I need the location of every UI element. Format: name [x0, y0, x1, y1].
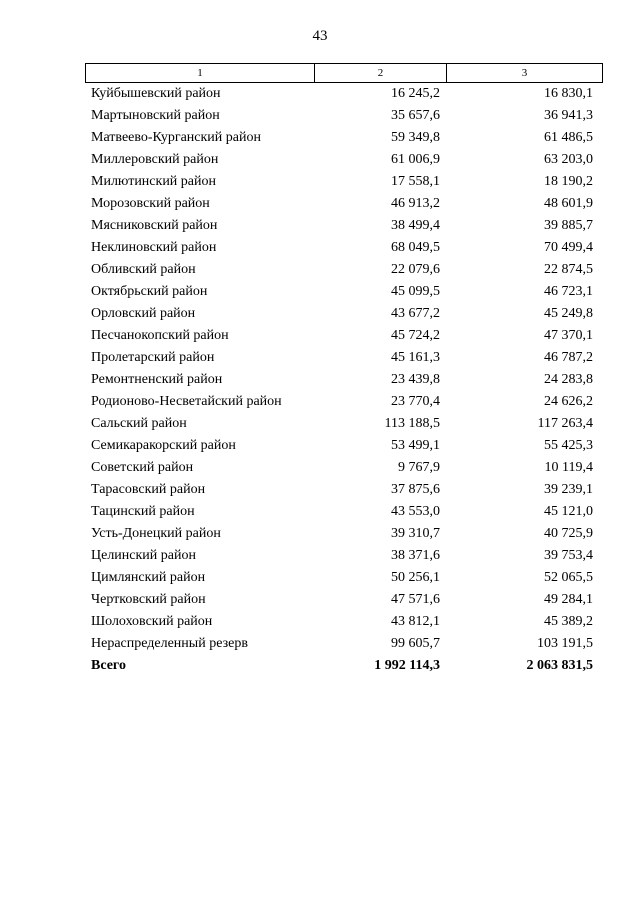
district-name: Целинский район: [91, 548, 196, 563]
district-name: Мясниковский район: [91, 218, 218, 233]
value-col-3: 52 065,5: [544, 570, 593, 585]
value-col-3: 70 499,4: [544, 240, 593, 255]
table-row: [85, 281, 601, 303]
value-col-3: 40 725,9: [544, 526, 593, 541]
table-row: [85, 589, 601, 611]
table-row: [85, 435, 601, 457]
district-name: Семикаракорский район: [91, 438, 236, 453]
value-col-3: 47 370,1: [544, 328, 593, 343]
table-body: [85, 83, 601, 677]
value-col-3: 55 425,3: [544, 438, 593, 453]
value-col-2: 59 349,8: [391, 130, 440, 145]
table-row: [85, 149, 601, 171]
value-col-2: 37 875,6: [391, 482, 440, 497]
table-row: [85, 171, 601, 193]
value-col-2: 16 245,2: [391, 86, 440, 101]
value-col-3: 45 249,8: [544, 306, 593, 321]
column-header-3: 3: [447, 64, 603, 83]
column-header-1: 1: [86, 64, 315, 83]
table-row: [85, 413, 601, 435]
value-col-3: 48 601,9: [544, 196, 593, 211]
total-row: [85, 655, 601, 677]
value-col-2: 113 188,5: [384, 416, 440, 431]
value-col-3: 39 753,4: [544, 548, 593, 563]
table-row: [85, 83, 601, 105]
value-col-2: 50 256,1: [391, 570, 440, 585]
district-name: Мартыновский район: [91, 108, 220, 123]
value-col-2: 23 439,8: [391, 372, 440, 387]
value-col-2: 22 079,6: [391, 262, 440, 277]
value-col-3: 39 885,7: [544, 218, 593, 233]
table-row: [85, 347, 601, 369]
district-name: Песчанокопский район: [91, 328, 229, 343]
value-col-3: 46 787,2: [544, 350, 593, 365]
table-header: [85, 63, 603, 83]
value-col-2: 38 371,6: [391, 548, 440, 563]
value-col-2: 39 310,7: [391, 526, 440, 541]
value-col-3: 18 190,2: [544, 174, 593, 189]
value-col-2: 45 724,2: [391, 328, 440, 343]
value-col-3: 16 830,1: [544, 86, 593, 101]
table-row: [85, 523, 601, 545]
value-col-3: 10 119,4: [544, 460, 593, 475]
value-col-2: 38 499,4: [391, 218, 440, 233]
table-row: [85, 633, 601, 655]
value-col-3: 24 283,8: [544, 372, 593, 387]
value-col-3: 45 121,0: [544, 504, 593, 519]
value-col-3: 46 723,1: [544, 284, 593, 299]
district-name: Морозовский район: [91, 196, 210, 211]
total-value-col-3: 2 063 831,5: [526, 658, 593, 673]
district-name: Обливский район: [91, 262, 196, 277]
district-name: Миллеровский район: [91, 152, 219, 167]
value-col-2: 43 812,1: [391, 614, 440, 629]
column-header-2: 2: [315, 64, 447, 83]
district-name: Шолоховский район: [91, 614, 213, 629]
value-col-3: 39 239,1: [544, 482, 593, 497]
value-col-2: 61 006,9: [391, 152, 440, 167]
value-col-3: 103 191,5: [537, 636, 593, 651]
value-col-2: 45 161,3: [391, 350, 440, 365]
value-col-2: 43 677,2: [391, 306, 440, 321]
value-col-3: 24 626,2: [544, 394, 593, 409]
table-row: [85, 391, 601, 413]
table-row: [85, 611, 601, 633]
value-col-3: 22 874,5: [544, 262, 593, 277]
district-name: Сальский район: [91, 416, 187, 431]
table-row: [85, 105, 601, 127]
table-row: [85, 325, 601, 347]
value-col-2: 68 049,5: [391, 240, 440, 255]
page-number: 43: [312, 28, 328, 44]
value-col-3: 45 389,2: [544, 614, 593, 629]
district-name: Октябрьский район: [91, 284, 208, 299]
district-name: Советский район: [91, 460, 194, 475]
table-row: [85, 237, 601, 259]
table-row: [85, 479, 601, 501]
district-name: Тарасовский район: [91, 482, 206, 497]
table-row: [85, 567, 601, 589]
value-col-2: 45 099,5: [391, 284, 440, 299]
table-row: [85, 303, 601, 325]
value-col-3: 61 486,5: [544, 130, 593, 145]
table-row: [85, 457, 601, 479]
district-name: Ремонтненский район: [91, 372, 223, 387]
value-col-2: 23 770,4: [391, 394, 440, 409]
district-name: Милютинский район: [91, 174, 217, 189]
table-row: [85, 501, 601, 523]
value-col-3: 49 284,1: [544, 592, 593, 607]
district-name: Чертковский район: [91, 592, 206, 607]
total-label: Всего: [91, 658, 126, 673]
value-col-2: 53 499,1: [391, 438, 440, 453]
table-row: [85, 127, 601, 149]
value-col-3: 117 263,4: [537, 416, 593, 431]
district-name: Тацинский район: [91, 504, 195, 519]
district-name: Пролетарский район: [91, 350, 215, 365]
value-col-2: 35 657,6: [391, 108, 440, 123]
value-col-3: 63 203,0: [544, 152, 593, 167]
district-name: Неклиновский район: [91, 240, 217, 255]
district-name: Усть-Донецкий район: [91, 526, 221, 541]
value-col-2: 9 767,9: [398, 460, 440, 475]
total-value-col-2: 1 992 114,3: [374, 658, 440, 673]
district-name: Орловский район: [91, 306, 196, 321]
district-name: Матвеево-Курганский район: [91, 130, 261, 145]
reserve-name: Нераспределенный резерв: [91, 636, 248, 651]
district-name: Куйбышевский район: [91, 86, 221, 101]
value-col-3: 36 941,3: [544, 108, 593, 123]
district-name: Родионово-Несветайский район: [91, 394, 282, 409]
table-row: [85, 259, 601, 281]
district-name: Цимлянский район: [91, 570, 206, 585]
value-col-2: 17 558,1: [391, 174, 440, 189]
table-row: [85, 215, 601, 237]
table-row: [85, 369, 601, 391]
value-col-2: 47 571,6: [391, 592, 440, 607]
table-row: [85, 545, 601, 567]
value-col-2: 99 605,7: [391, 636, 440, 651]
table-row: [85, 193, 601, 215]
value-col-2: 43 553,0: [391, 504, 440, 519]
value-col-2: 46 913,2: [391, 196, 440, 211]
